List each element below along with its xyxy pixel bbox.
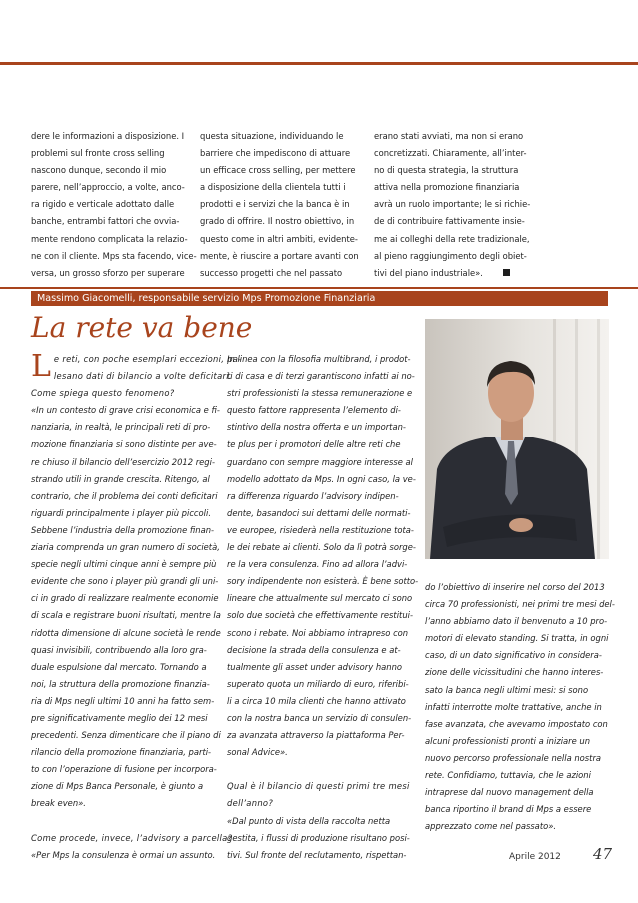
text-line: nuovo percorso professionale nella nostra <box>425 752 602 763</box>
text-line: concretizzati. Chiaramente, all’inter- <box>374 148 527 159</box>
text-line: banche, entrambi fattori che ovvia- <box>31 216 180 227</box>
text-line: circa 70 professionisti, nei primi tre mesi del- <box>425 599 615 610</box>
text-line: lesano dati di bilancio a volte deficitari. <box>53 371 232 382</box>
text-line: apprezzato come nel passato». <box>425 821 557 832</box>
text-line: noi, la struttura della promozione finanzia- <box>31 678 210 689</box>
text-line: tivi del piano industriale». <box>374 265 534 282</box>
portrait-illustration <box>425 319 609 559</box>
article-column-3 <box>425 579 615 835</box>
text-line: versa, un grosso sforzo per superare <box>31 267 185 278</box>
text-line: ra differenza riguardo l’advisory indipen- <box>227 490 399 501</box>
text-line: zione di Mps Banca Personale, è giunto a <box>31 781 204 792</box>
text-line: zione delle vicissitudini che hanno interes- <box>425 667 604 678</box>
text-line: za avanzata attraverso la piattaforma Per- <box>227 730 405 741</box>
text-line: barriere che impediscono di attuare <box>200 148 351 159</box>
text-line: fase avanzata, che avevamo impostato con <box>425 718 608 729</box>
text-line: questa situazione, individuando le <box>200 131 344 141</box>
text-line: rilancio della promozione finanziaria, parti- <box>31 747 212 758</box>
text-line: ridotta dimensione di alcune società le rende <box>31 627 221 638</box>
top-rule <box>0 62 638 65</box>
text-line: attiva nella promozione finanziaria <box>374 182 520 193</box>
text-line: gestita, i flussi di produzione risultano posi- <box>227 832 410 843</box>
text-line: Sebbene l’industria della promozione finan- <box>31 524 215 535</box>
text-line: prodotti e i servizi che la banca è in <box>200 199 350 210</box>
text-line: to con l’operazione di fusione per incorpora- <box>31 764 217 775</box>
text-line: ra rigido e verticale adottato dalle <box>31 199 175 210</box>
top-column-1 <box>31 128 197 282</box>
text-line: mente, è riuscire a portare avanti con <box>200 250 359 261</box>
text-line: li a circa 10 mila clienti che hanno attivato <box>227 695 406 706</box>
text-line: caso, di un dato significativo in considera- <box>425 650 602 661</box>
text-line: problemi sul fronte cross selling <box>31 148 165 159</box>
text-line: al pieno raggiungimento degli obiet- <box>374 250 527 261</box>
text-line: questo fattore rappresenta l’elemento di- <box>227 405 401 416</box>
text-line: «Per Mps la consulenza è ormai un assunto. <box>31 849 216 860</box>
text-line: de di contribuire fattivamente insie- <box>374 216 525 227</box>
text-line: ci in grado di realizzare realmente economie <box>31 593 219 604</box>
text-line: me ai colleghi della rete tradizionale, <box>374 233 530 244</box>
text-line: In linea con la filosofia multibrand, i prodot- <box>227 354 411 364</box>
text-line: modello adottato da Mps. In ogni caso, la ve- <box>227 473 416 484</box>
text-line: con la nostra banca un servizio di consulen- <box>227 712 412 723</box>
text-line: motori di elevato standing. Si tratta, in ogni <box>425 633 609 644</box>
text-line: lineare che attualmente sul mercato ci sono <box>227 593 413 604</box>
text-line: no di questa strategia, la struttura <box>374 165 519 176</box>
text-line: contrario, che il problema dei conti deficitari <box>31 490 218 501</box>
text-line: Come procede, invece, l’advisory a parcella? <box>31 832 233 843</box>
text-line: e reti, con poche esemplari eccezioni, pa- <box>53 354 242 364</box>
text-line: stintivo della nostra offerta e un importan- <box>227 422 406 433</box>
text-line: ziaria comprenda un gran numero di società, <box>31 542 220 553</box>
text-line: evidente che sono i player più grandi gli uni- <box>31 576 219 587</box>
text-line: infatti interrotte molte trattative, anche in <box>425 701 602 712</box>
top-column-3 <box>374 128 534 282</box>
text-line: mente rendono complicata la relazio- <box>31 233 188 244</box>
text-line: nanziaria, in realtà, le principali reti di pro- <box>31 422 211 433</box>
text-line: ti di casa e di terzi garantiscono infatti ai no- <box>227 371 415 382</box>
text-line: specie negli ultimi cinque anni è sempre più <box>31 559 217 570</box>
text-line: le dei rebate ai clienti. Solo da lì potrà sorge- <box>227 542 416 553</box>
text-line: pre significativamente meglio dei 12 mesi <box>31 712 208 723</box>
article-column-2 <box>227 351 419 864</box>
text-line: dell’anno? <box>227 798 274 809</box>
text-line: nascono dunque, secondo il mio <box>31 165 167 176</box>
text-line: erano stati avviati, ma non si erano <box>374 131 524 141</box>
text-line: sonal Advice». <box>227 747 288 758</box>
text-line: break even». <box>31 798 86 809</box>
text-line: dere le informazioni a disposizione. I <box>31 131 185 141</box>
text-line: dente, basandoci sui dettami delle normati- <box>227 507 411 518</box>
text-line: tualmente gli asset under advisory hanno <box>227 661 403 672</box>
text-line: avrà un ruolo importante; le si richie- <box>374 199 531 210</box>
text-line: ne con il cliente. Mps sta facendo, vice- <box>31 250 197 261</box>
text-line: ria di Mps negli ultimi 10 anni ha fatto sem- <box>31 695 215 706</box>
text-line: superato quota un miliardo di euro, riferibi- <box>227 678 409 689</box>
text-line: duale espulsione dal mercato. Tornando a <box>31 661 207 672</box>
text-line: a disposizione della clientela tutti i <box>200 182 346 193</box>
drop-cap: L <box>31 349 51 384</box>
text-line: mozione finanziaria si sono distinte per ave- <box>31 439 217 450</box>
text-line: successo progetti che nel passato <box>200 267 343 278</box>
text-line: sory indipendente non esisterà. È bene sotto- <box>227 576 419 587</box>
text-line: quasi invisibili, contribuendo alla loro gra- <box>31 644 207 655</box>
text-line: tivi. Sul fronte del reclutamento, rispettan- <box>227 849 407 860</box>
top-column-2 <box>200 128 361 282</box>
text-line: di scala e registrare buoni risultati, mentre la <box>31 610 221 621</box>
text-line: decisione la strada della consulenza e at- <box>227 644 401 655</box>
section-rule <box>0 287 638 289</box>
text-line: parere, nell’approccio, a volte, anco- <box>31 182 185 193</box>
text-line: do l’obiettivo di inserire nel corso del 2013 <box>425 582 605 592</box>
text-line: Come spiega questo fenomeno? <box>31 388 175 399</box>
text-line <box>31 813 212 830</box>
text-line: guardano con sempre maggiore interesse al <box>227 456 413 467</box>
text-line: riguardi principalmente i player più piccoli. <box>31 507 211 518</box>
text-line: re la vera consulenza. Fino ad allora l’advi- <box>227 559 408 570</box>
article-column-1 <box>31 349 242 864</box>
text-line: rete. Confidiamo, tuttavia, che le azioni <box>425 770 591 781</box>
text-line: alcuni professionisti pronti a iniziare un <box>425 735 591 746</box>
text-line: strando utili in grande crescita. Ritengo, al <box>31 473 210 484</box>
text-line: grado di offrire. Il nostro obiettivo, in <box>200 216 355 227</box>
page-number: 47 <box>593 845 613 863</box>
text-line: un efficace cross selling, per mettere <box>200 165 356 176</box>
portrait-photo <box>425 319 609 559</box>
text-line: questo come in altri ambiti, evidente- <box>200 233 358 244</box>
text-line: sato la banca negli ultimi mesi: si sono <box>425 684 589 695</box>
text-line: re chiuso il bilancio dell’esercizio 2012 regi- <box>31 456 215 467</box>
text-line: ve europee, risiederà nella restituzione tota- <box>227 524 414 535</box>
text-line: solo due società che effettivamente restitui- <box>227 610 413 621</box>
article-headline: La rete va bene <box>31 311 253 344</box>
text-line: «In un contesto di grave crisi economica e fi- <box>31 405 220 416</box>
issue-date: Aprile 2012 <box>509 852 561 862</box>
text-line: banca riportino il brand di Mps a essere <box>425 804 592 815</box>
text-line: precedenti. Senza dimenticare che il piano di <box>31 730 221 741</box>
text-line: Qual è il bilancio di questi primi tre mesi <box>227 781 410 792</box>
text-line: te plus per i promotori delle altre reti che <box>227 439 401 450</box>
text-line: intraprese dal nuovo management della <box>425 787 594 798</box>
text-line: l’anno abbiamo dato il benvenuto a 10 pro- <box>425 616 608 627</box>
text-line: «Dal punto di vista della raccolta netta <box>227 815 391 826</box>
photo-caption: Massimo Giacomelli, responsabile servizio Mps Promozione Finanziaria <box>31 291 608 306</box>
end-of-article-square <box>503 269 510 276</box>
text-line: scono i rebate. Noi abbiamo intrapreso con <box>227 627 409 638</box>
text-line <box>227 761 412 778</box>
text-line: stri professionisti la stessa remunerazione e <box>227 388 413 399</box>
